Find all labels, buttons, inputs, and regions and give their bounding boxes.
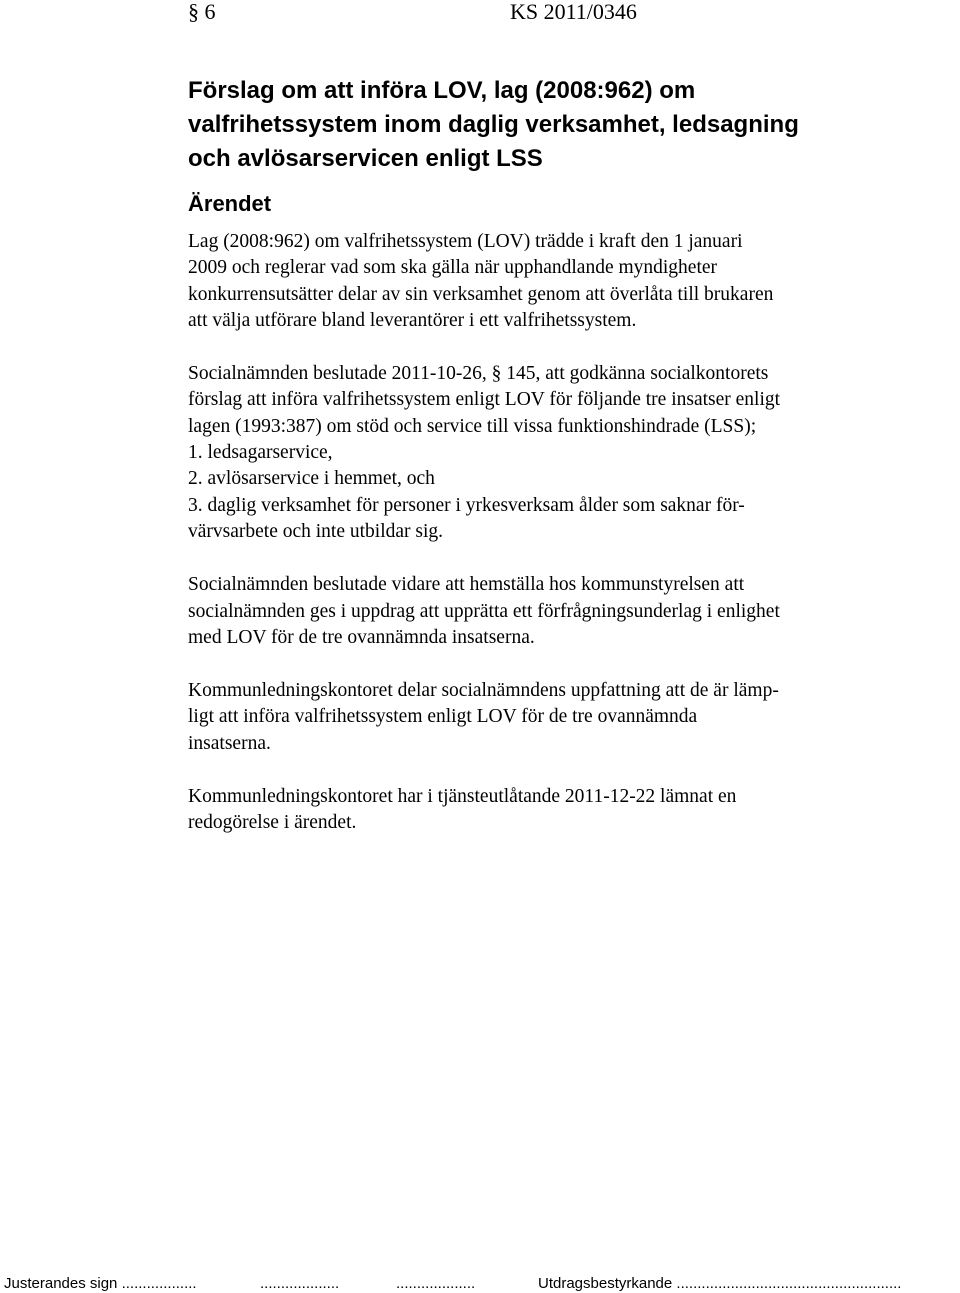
paragraph <box>188 784 888 837</box>
case-number: KS 2011/0346 <box>510 0 637 24</box>
text-line: socialnämnden ges i uppdrag att upprätta ett förfrågningsunderlag i enlighet <box>188 600 780 622</box>
list-item: 1. ledsagarservice, <box>188 442 333 464</box>
paragraph <box>188 229 888 334</box>
text-line: förslag att införa valfrihetssystem enligt LOV för följande tre insatser enligt <box>188 389 781 411</box>
text-line: Socialnämnden beslutade 2011-10-26, § 145, att godkänna socialkontorets <box>188 363 769 385</box>
text-line: 2009 och reglerar vad som ska gälla när upphandlande myndigheter <box>188 257 718 279</box>
section-heading: Ärendet <box>188 191 272 216</box>
signature-field: ................... <box>396 1275 476 1292</box>
text-line: med LOV för de tre ovannämnda insatserna. <box>188 626 535 648</box>
justerandes-sign: Justerandes sign .................. <box>4 1275 197 1292</box>
utdragsbestyrkande: Utdragsbestyrkande ...................................................... <box>538 1275 902 1292</box>
text-line: insatserna. <box>188 732 271 754</box>
document-body <box>188 74 888 864</box>
text-line: Socialnämnden beslutade vidare att hemställa hos kommunstyrelsen att <box>188 574 745 596</box>
list-item: 2. avlösarservice i hemmet, och <box>188 468 435 490</box>
paragraph <box>188 361 888 545</box>
document-title <box>188 74 888 176</box>
title-line: valfrihetssystem inom daglig verksamhet, ledsagning <box>188 111 799 138</box>
paragraph <box>188 572 888 651</box>
paragraph-number: § 6 <box>188 0 216 24</box>
text-line: Kommunledningskontoret har i tjänsteutlåtande 2011-12-22 lämnat en <box>188 786 737 808</box>
text-line: redogörelse i ärendet. <box>188 812 357 834</box>
text-line: att välja utförare bland leverantörer i ett valfrihetssystem. <box>188 309 637 331</box>
text-line: värvsarbete och inte utbildar sig. <box>188 520 444 542</box>
title-line: och avlösarservicen enligt LSS <box>188 145 543 172</box>
text-line: Kommunledningskontoret delar socialnämndens uppfattning att de är lämp- <box>188 680 779 702</box>
text-line: lagen (1993:387) om stöd och service till vissa funktionshindrade (LSS); <box>188 415 757 437</box>
title-line: Förslag om att införa LOV, lag (2008:962) om <box>188 77 696 104</box>
signature-field: ................... <box>260 1275 340 1292</box>
text-line: ligt att införa valfrihetssystem enligt LOV för de tre ovannämnda <box>188 706 698 728</box>
body-text <box>188 229 888 837</box>
text-line: Lag (2008:962) om valfrihetssystem (LOV) trädde i kraft den 1 januari <box>188 231 743 252</box>
text-line: konkurrensutsätter delar av sin verksamhet genom att överlåta till brukaren <box>188 283 774 305</box>
list-item: 3. daglig verksamhet för personer i yrkesverksam ålder som saknar för- <box>188 494 745 516</box>
paragraph <box>188 678 888 757</box>
